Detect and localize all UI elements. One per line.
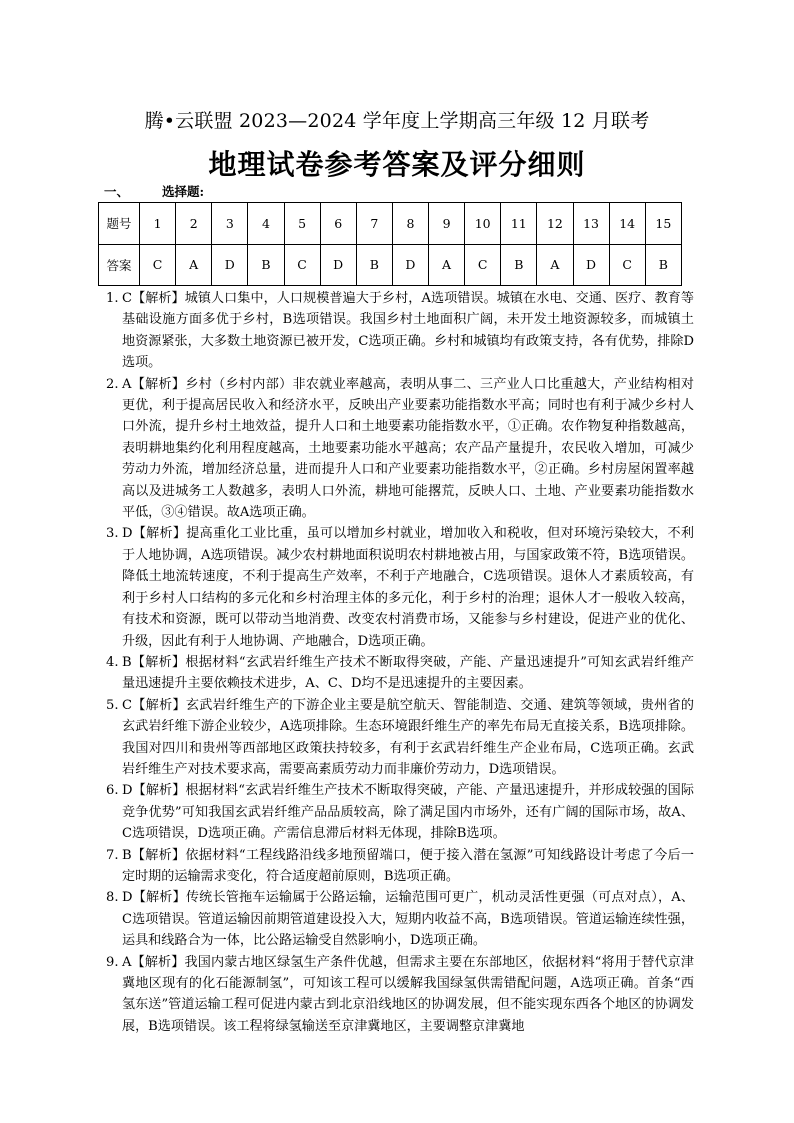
item-number: 7. <box>106 847 119 863</box>
question-number: 10 <box>465 203 501 245</box>
explanation-item <box>106 780 694 844</box>
section-number: 一、 <box>104 184 130 199</box>
explanation-item <box>106 952 694 1038</box>
question-number: 9 <box>429 203 465 245</box>
answer-cell: D <box>573 244 609 286</box>
question-number: 14 <box>609 203 645 245</box>
explanation-item <box>106 887 694 951</box>
explanation-item <box>106 695 694 781</box>
row-header-question: 题号 <box>99 203 140 245</box>
question-number: 8 <box>392 203 428 245</box>
question-number: 13 <box>573 203 609 245</box>
question-number: 15 <box>645 203 681 245</box>
answer-cell: B <box>248 244 284 286</box>
answer-cell: A <box>429 244 465 286</box>
item-text: A【解析】乡村（乡村内部）非农就业率越高，表明从事二、三产业人口比重越大，产业结构相对更优，利于提高居民收入和经济水平，反映出产业要素功能指数水平高；同时也有利于减少乡村人口外流，提升乡村土地效益，提升人口和土地要素功能指数水平，①正确。农作物复种指数越高，表明耕地集约化利用程度越高，土地要素功能水平越高；农产品产量提升，农民收入增加，可减少劳动力外流，增加经济总量，进而提升人口和产业要素功能指数水平，②正确。乡村房屋闲置率越高以及进城务工人数越多，表明人口外流，耕地可能撂荒，反映人口、土地、产业要素功能指数水平低，③④错误。故A选项正确。 <box>122 376 694 521</box>
section-label: 选择题: <box>162 184 205 199</box>
question-number: 11 <box>501 203 537 245</box>
item-text: C【解析】城镇人口集中，人口规模普遍大于乡村，A选项错误。城镇在水电、交通、医疗、教育等基础设施方面多优于乡村，B选项错误。我国乡村土地面积广阔，未开发土地资源较多，而城镇土地资源紧张，大多数土地资源已被开发，C选项正确。乡村和城镇均有政策支持，各有优势，排除D选项。 <box>122 291 694 371</box>
answer-cell: A <box>176 244 212 286</box>
item-number: 2. <box>106 376 119 392</box>
item-number: 1. <box>106 291 119 306</box>
item-text: B【解析】根据材料“玄武岩纤维生产技术不断取得突破，产能、产量迅速提升”可知玄武岩纤维产量迅速提升主要依赖技术进步，A、C、D均不是迅速提升的主要因素。 <box>122 654 694 692</box>
item-text: D【解析】根据材料“玄武岩纤维生产技术不断取得突破，产能、产量迅速提升，并形成较强的国际竞争优势”可知我国玄武岩纤维产品品质较高，除了满足国内市场外，还有广阔的国际市场，故A、C选项错误，D选项正确。产需信息滞后材料无体现，排除B选项。 <box>122 783 694 842</box>
item-text: B【解析】依据材料“工程线路沿线多地预留端口，便于接入潜在氢源”可知线路设计考虑了今后一定时期的运输需求变化，符合适度超前原则，B选项正确。 <box>122 847 694 884</box>
explanation-item <box>106 288 694 374</box>
answer-cell: B <box>356 244 392 286</box>
exam-header-title: 腾•云联盟 2023—2024 学年度上学期高三年级 12 月联考 <box>144 110 650 132</box>
document-title: 地理试卷参考答案及评分细则 <box>208 148 586 181</box>
answer-cell: D <box>392 244 428 286</box>
answer-cell: C <box>140 244 176 286</box>
question-number: 12 <box>537 203 573 245</box>
answer-cell: B <box>645 244 681 286</box>
question-number: 2 <box>176 203 212 245</box>
item-text: D【解析】传统长管拖车运输属于公路运输，运输范围可更广，机动灵活性更强（可点对点），A、C选项错误。管道运输因前期管道建设投入大，短期内收益不高，B选项错误。管道运输连续性强，运具和线路合为一体，比公路运输受自然影响小，D选项正确。 <box>122 890 694 949</box>
question-number: 1 <box>140 203 176 245</box>
explanation-list <box>106 288 694 1037</box>
question-number: 7 <box>356 203 392 245</box>
item-number: 8. <box>106 890 119 906</box>
answer-cell: C <box>465 244 501 286</box>
item-number: 6. <box>106 783 119 799</box>
answer-table <box>98 202 682 286</box>
question-number: 6 <box>320 203 356 245</box>
item-number: 5. <box>106 697 119 713</box>
row-header-answer: 答案 <box>99 244 140 286</box>
question-number-row <box>99 203 682 245</box>
question-number: 5 <box>284 203 320 245</box>
answer-cell: C <box>284 244 320 286</box>
answer-cell: D <box>212 244 248 286</box>
explanation-item <box>106 845 694 888</box>
answer-cell: B <box>501 244 537 286</box>
item-number: 4. <box>106 654 119 670</box>
explanation-item <box>106 652 694 695</box>
item-number: 3. <box>106 526 119 542</box>
explanation-item <box>106 374 694 524</box>
item-text: A【解析】我国内蒙古地区绿氢生产条件优越，但需求主要在东部地区，依据材料“将用于替代京津冀地区现有的化石能源制氢”，可知该工程可以缓解我国绿氢供需错配问题，A选项正确。首条“西氢东送”管道运输工程可促进内蒙古到北京沿线地区的协调发展，但不能实现东西各个地区的协调发展，B选项错误。该工程将绿氢输送至京津冀地区，主要调整京津冀地 <box>122 954 694 1034</box>
question-number: 4 <box>248 203 284 245</box>
answer-row <box>99 244 682 286</box>
answer-cell: D <box>320 244 356 286</box>
item-text: D【解析】提高重化工业比重，虽可以增加乡村就业，增加收入和税收，但对环境污染较大，不利于人地协调，A选项错误。减少农村耕地面积说明农村耕地被占用，与国家政策不符，B选项错误。降低土地流转速度，不利于提高生产效率，不利于产地融合，C选项错误。退休人才素质较高，有利于乡村人口结构的多元化和乡村治理主体的多元化，利于乡村的治理；退休人才一般收入较高，有技术和资源，既可以带动当地消费、改变农村消费市场，又能参与乡村建设，促进产业的优化、升级，因此有利于人地协调、产地融合，D选项正确。 <box>122 526 694 649</box>
answer-cell: C <box>609 244 645 286</box>
explanation-item <box>106 523 694 651</box>
item-text: C【解析】玄武岩纤维生产的下游企业主要是航空航天、智能制造、交通、建筑等领域，贵州省的玄武岩纤维下游企业较少，A选项排除。生态环境跟纤维生产的率先布局无直接关系，B选项排除。我国对四川和贵州等西部地区政策扶持较多，有利于玄武岩纤维生产企业布局，C选项正确。玄武岩纤维生产对技术要求高，需要高素质劳动力而非廉价劳动力，D选项错误。 <box>122 697 694 777</box>
section-heading <box>104 182 204 200</box>
question-number: 3 <box>212 203 248 245</box>
item-number: 9. <box>106 954 119 970</box>
answer-cell: A <box>537 244 573 286</box>
